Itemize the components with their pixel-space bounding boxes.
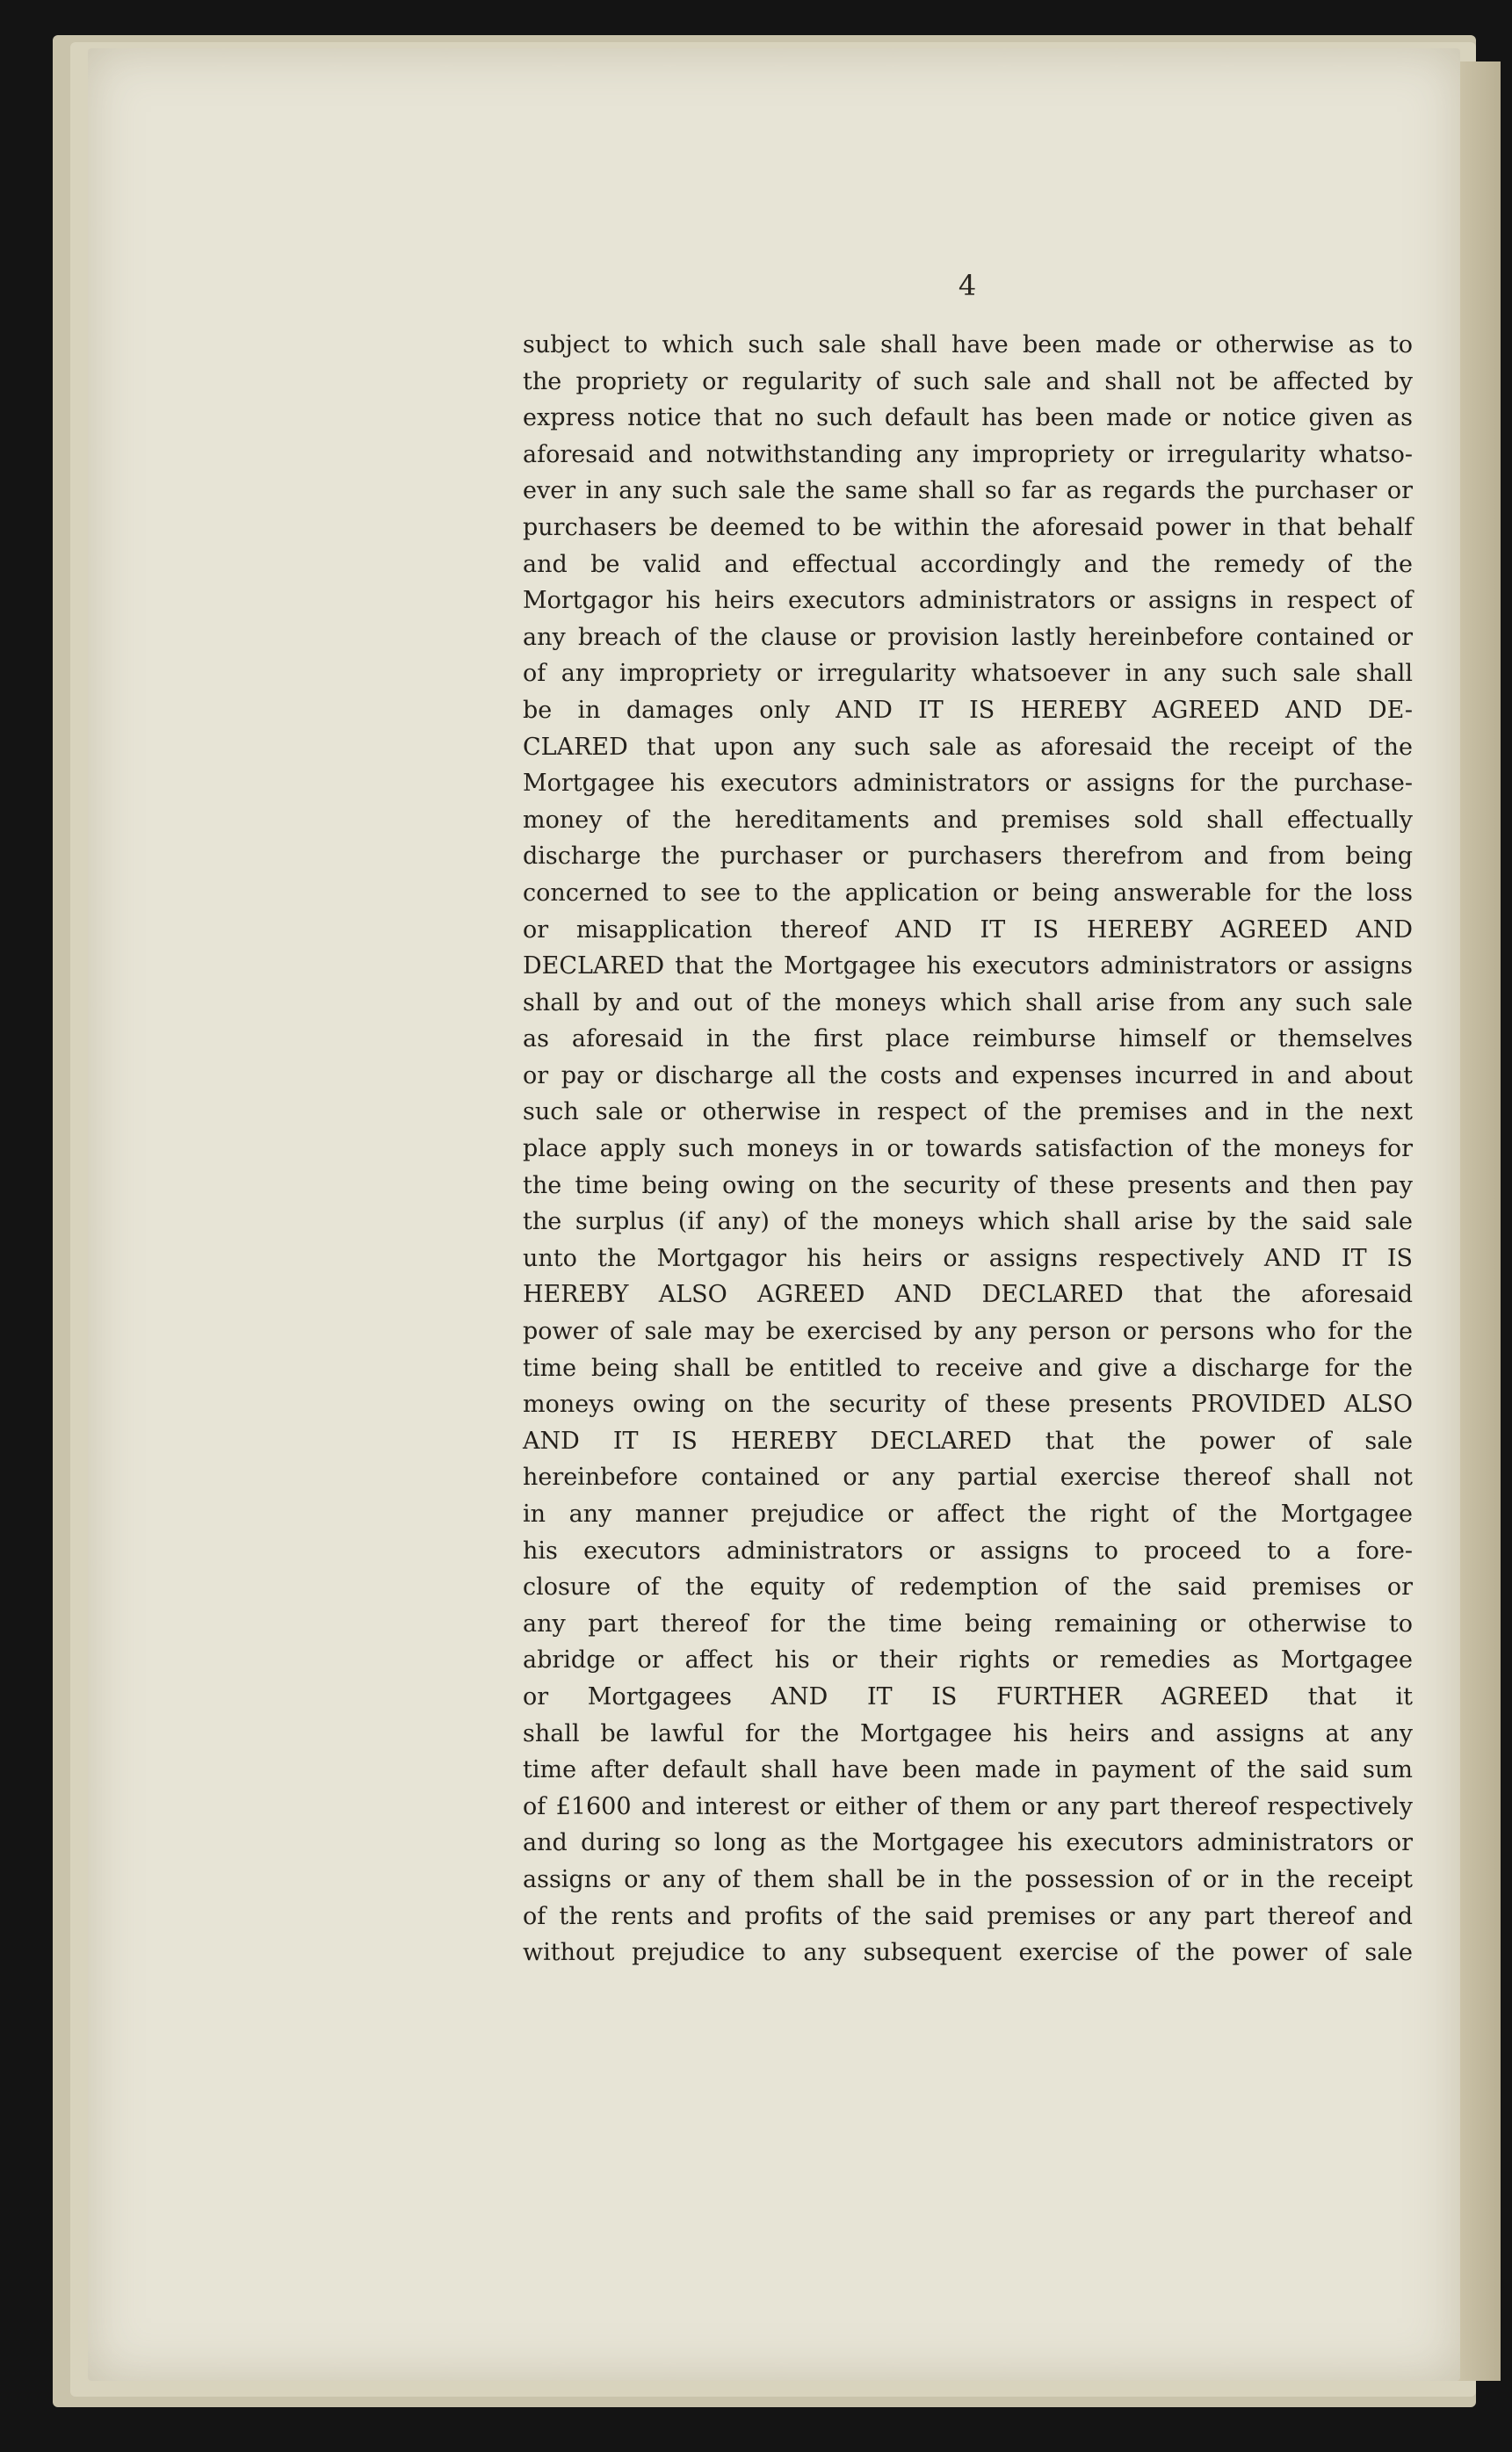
- text-line: place apply such moneys in or towards satisfaction of the moneys for: [523, 1135, 1413, 1163]
- text-line: shall by and out of the moneys which shall arise from any such sale: [523, 988, 1413, 1016]
- text-line: of any impropriety or irregularity whatsoever in any such sale shall: [523, 660, 1413, 688]
- text-line: discharge the purchaser or purchasers therefrom and from being: [523, 843, 1413, 871]
- text-line: purchasers be deemed to be within the aforesaid power in that behalf: [523, 513, 1413, 541]
- text-line: time being shall be entitled to receive and give a discharge for the: [523, 1354, 1413, 1382]
- text-line: AND IT IS HEREBY DECLARED that the power of sale: [523, 1427, 1413, 1455]
- text-line: ever in any such sale the same shall so far as regards the purchaser or: [523, 477, 1413, 505]
- text-line: in any manner prejudice or affect the right of the Mortgagee: [523, 1501, 1413, 1528]
- text-line: HEREBY ALSO AGREED AND DECLARED that the aforesaid: [523, 1281, 1413, 1309]
- text-line: Mortgagee his executors administrators or assigns for the purchase-: [523, 770, 1413, 798]
- text-line: CLARED that upon any such sale as aforesaid the receipt of the: [523, 733, 1413, 761]
- text-line: the surplus (if any) of the moneys which shall arise by the said sale: [523, 1208, 1413, 1236]
- text-line: without prejudice to any subsequent exercise of the power of sale: [523, 1939, 1413, 1967]
- text-line: DECLARED that the Mortgagee his executors administrators or assigns: [523, 952, 1413, 980]
- text-line: or misapplication thereof AND IT IS HEREBY AGREED AND: [523, 915, 1413, 944]
- text-line: money of the hereditaments and premises sold shall effectually: [523, 806, 1413, 834]
- text-line: aforesaid and notwithstanding any impropriety or irregularity whatso-: [523, 440, 1413, 468]
- text-line: and during so long as the Mortgagee his executors administrators or: [523, 1829, 1413, 1857]
- text-line: as aforesaid in the first place reimburse himself or themselves: [523, 1025, 1413, 1053]
- text-line: or pay or discharge all the costs and expenses incurred in and about: [523, 1061, 1413, 1089]
- text-line: power of sale may be exercised by any person or persons who for the: [523, 1318, 1413, 1346]
- text-line: abridge or affect his or their rights or remedies as Mortgagee: [523, 1646, 1413, 1674]
- text-line: any part thereof for the time being remaining or otherwise to: [523, 1609, 1413, 1638]
- text-line: assigns or any of them shall be in the possession of or in the receipt: [523, 1865, 1413, 1893]
- text-line: of the rents and profits of the said premises or any part thereof and: [523, 1902, 1413, 1930]
- text-line: subject to which such sale shall have been made or otherwise as to: [523, 331, 1413, 358]
- text-line: his executors administrators or assigns to proceed to a fore-: [523, 1537, 1413, 1565]
- text-line: time after default shall have been made in payment of the said sum: [523, 1756, 1413, 1784]
- text-line: such sale or otherwise in respect of the premises and in the next: [523, 1098, 1413, 1126]
- text-line: any breach of the clause or provision lastly hereinbefore contained or: [523, 623, 1413, 651]
- page-number: 4: [958, 269, 977, 302]
- text-line: concerned to see to the application or being answerable for the loss: [523, 879, 1413, 907]
- text-line: shall be lawful for the Mortgagee his heirs and assigns at any: [523, 1719, 1413, 1747]
- text-line: closure of the equity of redemption of the said premises or: [523, 1573, 1413, 1602]
- text-line: of £1600 and interest or either of them or any part thereof respectively: [523, 1792, 1413, 1820]
- text-line: moneys owing on the security of these presents PROVIDED ALSO: [523, 1391, 1413, 1419]
- text-line: unto the Mortgagor his heirs or assigns respectively AND IT IS: [523, 1244, 1413, 1272]
- body-text: [523, 327, 1413, 1971]
- text-line: the time being owing on the security of these presents and then pay: [523, 1171, 1413, 1199]
- text-line: express notice that no such default has been made or notice given as: [523, 404, 1413, 432]
- text-line: the propriety or regularity of such sale and shall not be affected by: [523, 367, 1413, 395]
- text-line: Mortgagor his heirs executors administrators or assigns in respect of: [523, 587, 1413, 615]
- text-line: be in damages only AND IT IS HEREBY AGREED AND DE-: [523, 696, 1413, 724]
- text-line: or Mortgagees AND IT IS FURTHER AGREED that it: [523, 1682, 1413, 1711]
- text-line: and be valid and effectual accordingly and the remedy of the: [523, 550, 1413, 578]
- text-line: hereinbefore contained or any partial exercise thereof shall not: [523, 1464, 1413, 1492]
